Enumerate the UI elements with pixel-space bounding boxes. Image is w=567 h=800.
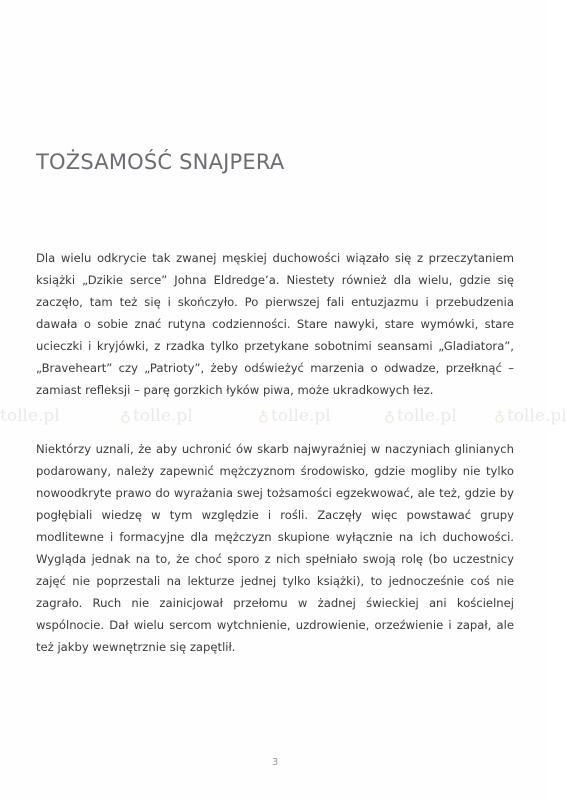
watermark xyxy=(120,406,193,426)
watermark-text: tolle.pl xyxy=(132,406,193,426)
body-paragraph-2: Niektórzy uznali, że aby uchronić ów skarb najwyraźniej w naczyniach glinianych podarowany, należy zapewnić mężczyznom środowisko, gdzie mogliby nie tylko nowoodkryte prawo do wyrażania swej tożsamości egzekwować, ale też, gdzie by pogłębiali wiedzę w tym względzie i rośli. Zaczęły więc powstawać grupy modlitewne i formacyjne dla mężczyzn skupione wyłącznie na ich duchowości. Wygląda jednak na to, że choć sporo z nich spełniało swoją rolę (bo uczestnicy zajęć nie poprzestali na lekturze jednej tylko książki), to jednocześnie coś nie zagrało. Ruch nie zainicjował przełomu w żadnej świeckiej ani kościelnej wspólnocie. Dał wielu sercom wytchnienie, uzdrowienie, orzeźwienie i zapał, ale też jakby wewnętrznie się zapętlił. xyxy=(36,442,514,654)
watermark xyxy=(494,406,567,426)
watermark-text: tolle.pl xyxy=(270,406,331,426)
watermark xyxy=(0,406,60,426)
watermark-row xyxy=(0,406,567,430)
watermark-text: tolle.pl xyxy=(506,406,567,426)
candle-icon: ♁ xyxy=(120,407,131,425)
candle-icon: ♁ xyxy=(384,407,395,425)
chapter-title: TOŻSAMOŚĆ SNAJPERA xyxy=(36,150,285,174)
watermark xyxy=(258,406,331,426)
watermark-text: tolle.pl xyxy=(0,406,60,426)
watermark xyxy=(384,406,457,426)
body-paragraph-1: Dla wielu odkrycie tak zwanej męskiej duchowości wiązało się z przeczytaniem książki „Dzikie serce” Johna Eldredge’a. Niestety również dla wielu, gdzie się zaczęło, tam też się i skończyło. Po pierwszej fali entuzjazmu i przebudzenia dawała o sobie znać rutyna codzienności. Stare nawyki, stare wymówki, stare ucieczki i kryjówki, z rzadka tylko przetykane sobotnimi seansami „Gladiatora”, „Braveheart” czy „Patrioty”, żeby odświeżyć marzenia o odwadze, przełknąć – zamiast refleksji – parę gorzkich łyków piwa, może ukradkowych łez. xyxy=(36,251,514,397)
page-number: 3 xyxy=(271,757,279,768)
candle-icon: ♁ xyxy=(258,407,269,425)
candle-icon: ♁ xyxy=(494,407,505,425)
watermark-text: tolle.pl xyxy=(396,406,457,426)
